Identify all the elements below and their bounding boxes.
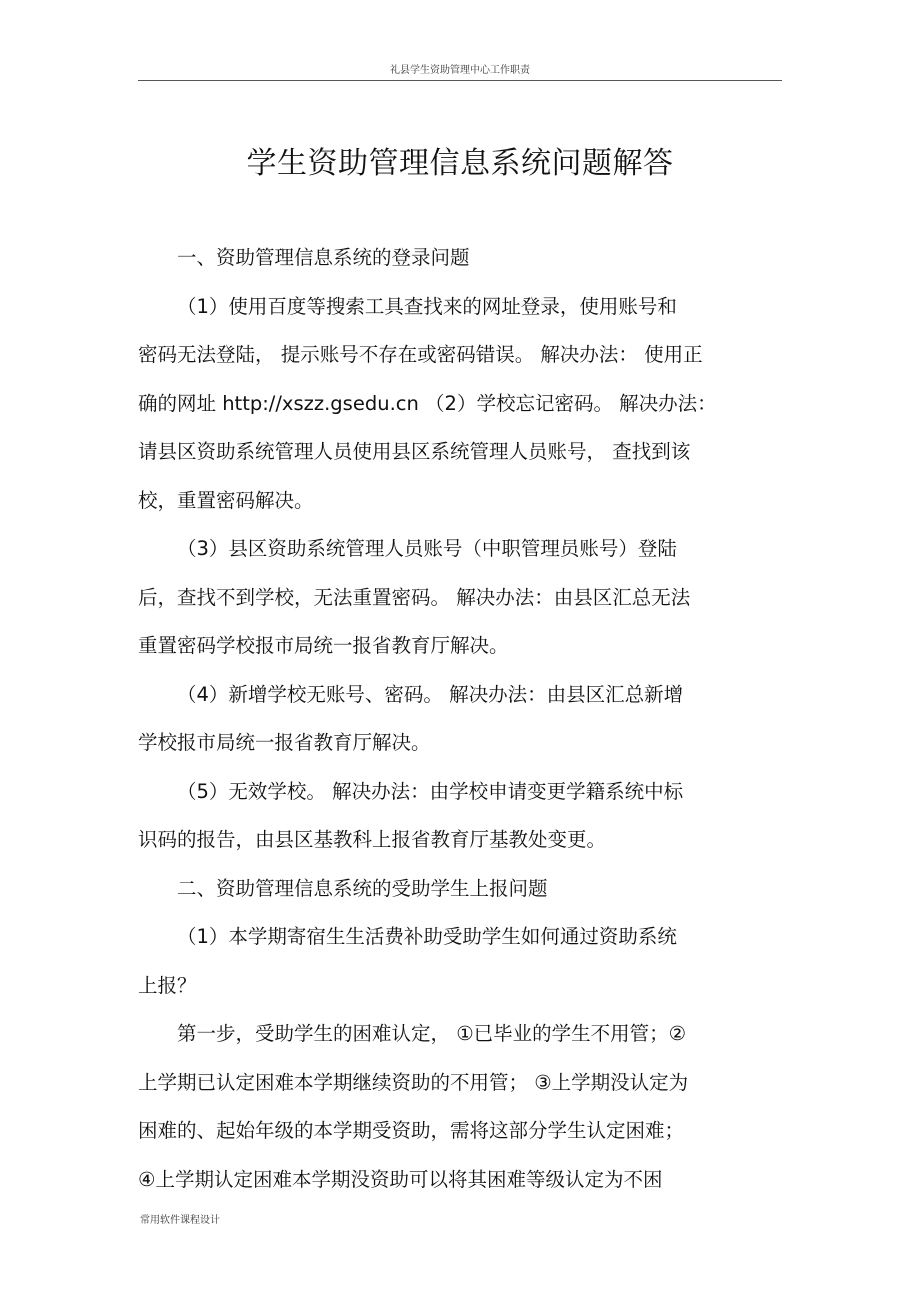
paragraph-line: 确的网址 http://xszz.gsedu.cn （2）学校忘记密码。 解决办法： (138, 391, 717, 415)
page-footer: 常用软件课程设计 (140, 1215, 220, 1226)
paragraph-line: 重置密码学校报市局统一报省教育厅解决。 (138, 634, 509, 657)
paragraph-line: 困难的、起始年级的本学期受资助，需将这部分学生认定困难； (138, 1119, 685, 1142)
paragraph-line: 密码无法登陆， 提示账号不存在或密码错误。 解决办法： 使用正 (138, 343, 703, 366)
paragraph-line: 学校报市局统一报省教育厅解决。 (138, 731, 431, 754)
paragraph-line: （3）县区资助系统管理人员账号（中职管理员账号）登陆 (177, 537, 677, 560)
paragraph-line: （1）本学期寄宿生生活费补助受助学生如何通过资助系统 (177, 925, 677, 948)
paragraph-line: 后，查找不到学校，无法重置密码。 解决办法：由县区汇总无法 (138, 585, 691, 609)
paragraph-line: 校，重置密码解决。 (138, 488, 314, 512)
header-divider (138, 80, 782, 81)
paragraph-line: （4）新增学校无账号、密码。 解决办法：由县区汇总新增 (177, 682, 684, 706)
document-body (138, 234, 782, 1204)
paragraph-line: （5）无效学校。 解决办法：由学校申请变更学籍系统中标 (177, 779, 684, 803)
paragraph-line: 请县区资助系统管理人员使用县区系统管理人员账号， 查找到该 (138, 440, 691, 463)
paragraph-line: 上学期已认定困难本学期继续资助的不用管； ③上学期没认定为 (138, 1070, 689, 1094)
paragraph-line: （1）使用百度等搜索工具查找来的网址登录，使用账号和 (177, 294, 677, 318)
paragraph-line: 上报？ (138, 973, 197, 997)
document-title: 学生资助管理信息系统问题解答 (246, 146, 674, 181)
section-heading-2: 二、资助管理信息系统的受助学生上报问题 (177, 876, 548, 900)
paragraph-line: 识码的报告，由县区基教科上报省教育厅基教处变更。 (138, 828, 607, 851)
paragraph-line: 第一步，受助学生的困难认定， ①已毕业的学生不用管；② (177, 1022, 687, 1045)
page-header: 礼县学生资助管理中心工作职责 (390, 65, 530, 76)
paragraph-line: ④上学期认定困难本学期没资助可以将其困难等级认定为不困 (138, 1167, 663, 1191)
section-heading-1: 一、资助管理信息系统的登录问题 (177, 246, 470, 269)
